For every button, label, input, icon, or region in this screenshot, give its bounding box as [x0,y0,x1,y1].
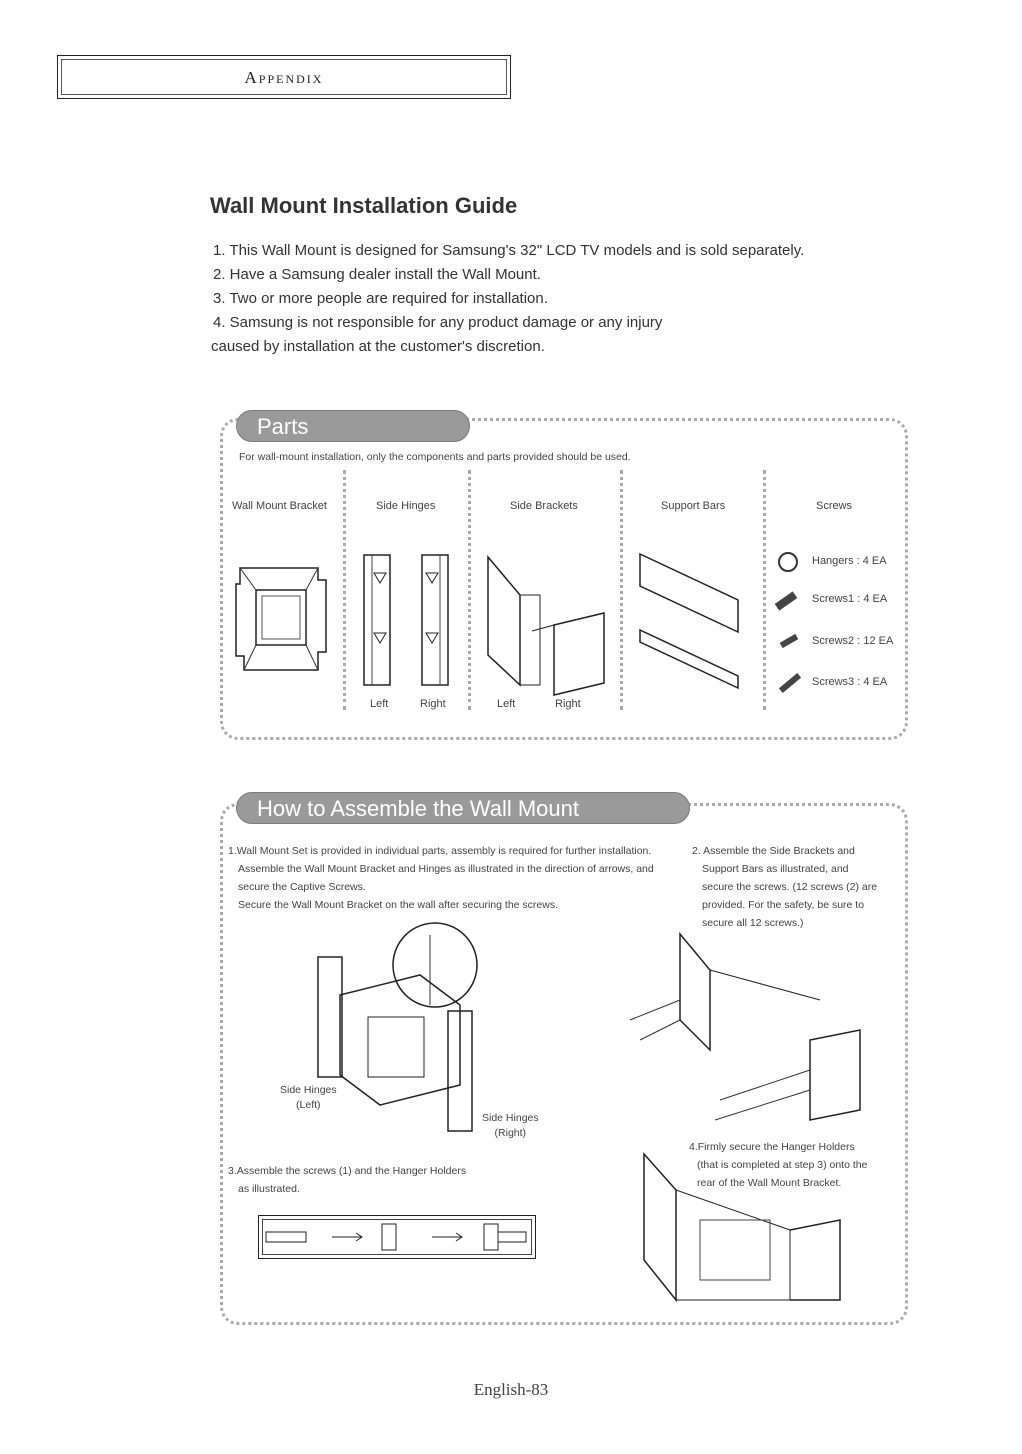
hinge-right-label: Right [420,698,446,710]
step4-illustration [640,1150,880,1310]
parts-note: For wall-mount installation, only the components and parts provided should be used. [239,451,631,463]
intro-item-4-cont: caused by installation at the customer's discretion. [211,338,545,355]
step4-line: 4.Firmly secure the Hanger Holders [689,1141,855,1153]
screw-hangers-label: Hangers : 4 EA [812,555,887,567]
step2-line: secure all 12 screws.) [702,917,804,929]
intro-list [213,239,1003,359]
appendix-header [57,55,511,99]
support-bars-illustration [638,550,753,690]
col-side-hinges: Side Hinges [376,500,436,512]
screw2-label: Screws2 : 12 EA [812,635,894,647]
hinge-left-label: Left [370,698,389,710]
caption-line: (Left) [296,1099,321,1111]
col-screws: Screws [816,500,853,512]
bracket-right-label: Right [555,698,581,710]
parts-heading: Parts [236,410,470,442]
step3-text [228,1162,466,1198]
divider [343,470,346,710]
side-hinge-left-illustration [360,553,394,688]
hinge-right-caption [482,1111,539,1141]
page-title: Wall Mount Installation Guide [210,193,518,218]
caption-line: (Right) [494,1127,527,1139]
side-brackets-illustration [484,555,609,695]
step1-text [228,842,654,914]
step2-line: 2. Assemble the Side Brackets and [692,845,855,857]
intro-item-4: 4. Samsung is not responsible for any product damage or any injury [213,314,663,331]
step3-diagram [262,1220,532,1254]
step2-line: provided. For the safety, be sure to [702,899,865,911]
caption-line: Side Hinges [280,1084,337,1096]
step2-line: Support Bars as illustrated, and [702,863,849,875]
intro-item-1: 1. This Wall Mount is designed for Samsung's 32" LCD TV models and is sold separately. [213,242,805,259]
intro-item-3: 3. Two or more people are required for installation. [213,290,548,307]
divider [763,470,766,710]
step2-illustration [620,930,880,1130]
side-hinge-right-illustration [418,553,452,688]
section-label: Appendix [244,68,324,87]
col-wall-mount-bracket: Wall Mount Bracket [232,500,327,512]
caption-line: Side Hinges [482,1112,539,1124]
step4-line: (that is completed at step 3) onto the [697,1159,868,1171]
screw-hanger-icon [778,552,798,572]
step1-line: secure the Captive Screws. [238,881,366,893]
step2-line: secure the screws. (12 screws (2) are [702,881,878,893]
step1-line: Assemble the Wall Mount Bracket and Hinges as illustrated in the direction of arrows, and [238,863,654,875]
screw1-label: Screws1 : 4 EA [812,593,888,605]
step3-line: as illustrated. [238,1183,300,1195]
step3-line: 3.Assemble the screws (1) and the Hanger Holders [228,1165,467,1177]
step2-text [692,842,877,932]
divider [468,470,471,710]
intro-item-2: 2. Have a Samsung dealer install the Wall Mount. [213,266,541,283]
step1-line: Secure the Wall Mount Bracket on the wall after securing the screws. [238,899,559,911]
screw3-label: Screws3 : 4 EA [812,676,888,688]
bracket-left-label: Left [497,698,516,710]
col-support-bars: Support Bars [661,500,726,512]
col-side-brackets: Side Brackets [510,500,578,512]
assembly-heading: How to Assemble the Wall Mount [236,792,690,824]
divider [620,470,623,710]
hinge-left-caption [280,1083,337,1113]
step4-line: rear of the Wall Mount Bracket. [697,1177,842,1189]
wall-mount-bracket-illustration [234,560,330,676]
step1-line: 1.Wall Mount Set is provided in individual parts, assembly is required for further installation. [228,845,652,857]
page-number: English-83 [473,1380,549,1399]
